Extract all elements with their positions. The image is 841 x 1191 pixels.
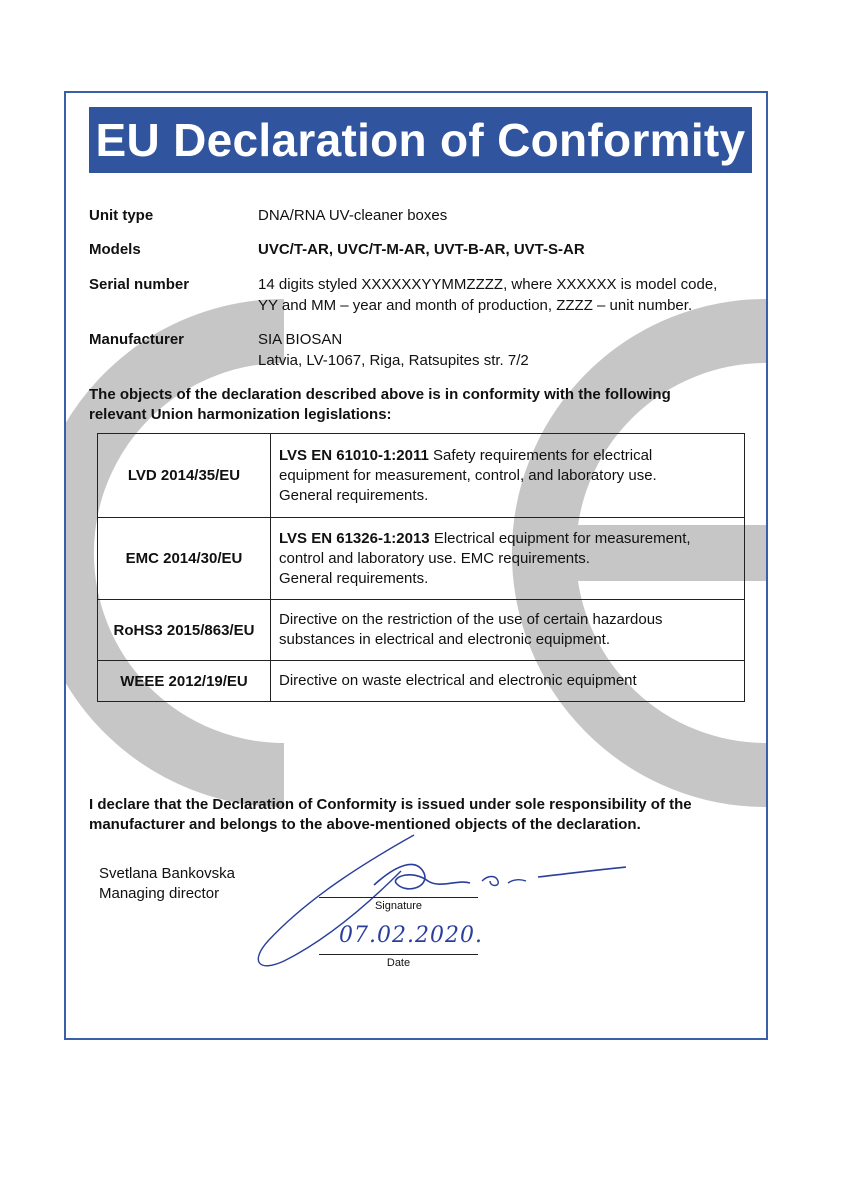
conformity-statement-line-2: relevant Union harmonization legislations: [89, 406, 392, 423]
serial-number-line-2: YY and MM – year and month of production, ZZZZ – unit number. [258, 297, 693, 314]
models-value: UVC/T-AR, UVC/T-M-AR, UVT-B-AR, UVT-S-AR [258, 241, 585, 258]
legislation-code: EMC 2014/30/EU [98, 518, 271, 600]
description-line [279, 529, 736, 549]
unit-type-label: Unit type [89, 207, 154, 224]
declaration-frame [64, 91, 768, 1040]
serial-number-label: Serial number [89, 276, 190, 293]
manufacturer-label: Manufacturer [89, 331, 185, 348]
legislation-code: LVD 2014/35/EU [98, 434, 271, 518]
legislation-code: RoHS3 2015/863/EU [98, 600, 271, 661]
legislation-code: WEEE 2012/19/EU [98, 661, 271, 702]
description-line: General requirements. [279, 569, 429, 587]
description-line: Directive on waste electrical and electronic equipment [279, 672, 637, 689]
standard-reference: LVS EN 61326-1:2013 [279, 529, 430, 547]
table-row [98, 518, 745, 600]
models-label: Models [89, 241, 141, 258]
standard-reference: LVS EN 61010-1:2011 [279, 446, 429, 464]
manufacturer-address: Latvia, LV-1067, Riga, Ratsupites str. 7/2 [258, 352, 529, 369]
signer-name: Svetlana Bankovska [99, 865, 235, 882]
description-line: Directive on the restriction of the use of certain hazardous [279, 611, 663, 628]
date-line [319, 954, 478, 955]
description-text: Electrical equipment for measurement, [429, 529, 691, 547]
legislation-table [97, 433, 745, 702]
serial-number-value [258, 274, 717, 316]
serial-number-line-1: 14 digits styled XXXXXXYYMMZZZZ, where XXXXXX is model code, [258, 276, 718, 293]
signature-caption: Signature [374, 900, 423, 912]
manufacturer-name: SIA BIOSAN [258, 331, 343, 348]
date-caption: Date [386, 957, 411, 969]
description-line: control and laboratory use. EMC requirements. [279, 549, 590, 567]
conformity-statement [89, 385, 739, 425]
signer-position: Managing director [99, 885, 220, 902]
table-row [98, 661, 745, 702]
signature-line [319, 897, 478, 898]
unit-type-value: DNA/RNA UV-cleaner boxes [258, 207, 448, 224]
description-text: Safety requirements for electrical [428, 446, 653, 464]
handwritten-date: 07.02.2020. [339, 923, 483, 948]
legislation-description [271, 661, 745, 702]
document-title: EU Declaration of Conformity [95, 114, 746, 166]
description-line: substances in electrical and electronic equipment. [279, 631, 611, 648]
legislation-description [271, 434, 745, 518]
conformity-statement-line-1: The objects of the declaration described above is in conformity with the following [89, 386, 671, 403]
table-row [98, 600, 745, 661]
responsibility-declaration-line-2: manufacturer and belongs to the above-mentioned objects of the declaration. [89, 816, 641, 833]
responsibility-declaration-line-1: I declare that the Declaration of Conformity is issued under sole responsibility of the [89, 796, 692, 813]
description-line: General requirements. [279, 486, 429, 504]
legislation-description [271, 518, 745, 600]
description-line: equipment for measurement, control, and laboratory use. [279, 466, 657, 484]
description-line [279, 446, 736, 466]
legislation-description [271, 600, 745, 661]
manufacturer-value [258, 329, 529, 371]
table-row [98, 434, 745, 518]
